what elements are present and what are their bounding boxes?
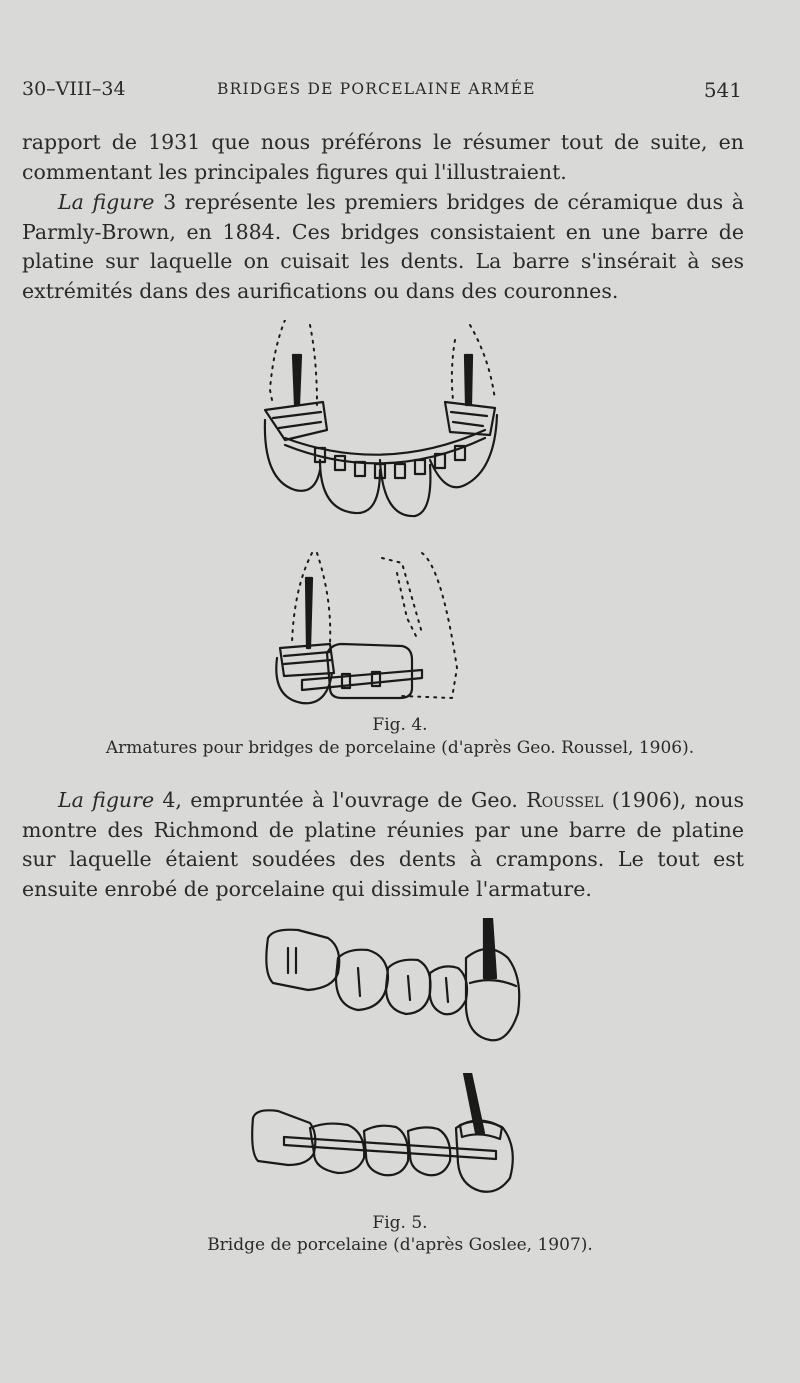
paragraph-3-italic-lead: La figure bbox=[58, 788, 155, 812]
paragraph-3-text-b: (1906), nous montre des Richmond de platine réunies par une barre de platine sur laquelle étaient soudées des dents à crampons. Le tout est ensuite enrobé de porcelaine qui dissimule l'armature. bbox=[22, 788, 744, 901]
post-left bbox=[293, 355, 301, 405]
paragraph-2-body bbox=[22, 188, 744, 306]
paragraph-2-italic-lead: La figure bbox=[58, 190, 155, 214]
figure-5-caption: Bridge de porcelaine (d'après Goslee, 1907). bbox=[207, 1235, 593, 1255]
paragraph-2-text: 3 représente les premiers bridges de céramique dus à Parmly-Brown, en 1884. Ces bridges consistaient en une barre de platine sur laquelle on cuisait les dents. La barre s'insérait à ses extrémités dans des aurifications ou dans des couronnes. bbox=[22, 190, 744, 303]
header-running-title: BRIDGES DE PORCELAINE ARMÉE bbox=[217, 80, 536, 98]
paragraph-2 bbox=[22, 188, 744, 306]
post-right bbox=[465, 355, 472, 405]
paragraph-1-text: rapport de 1931 que nous préférons le résumer tout de suite, en commentant les principales figures qui l'illustraient. bbox=[22, 130, 744, 184]
figure-5-label: Fig. 5. bbox=[372, 1213, 428, 1233]
paragraph-1 bbox=[22, 128, 744, 187]
paragraph-3-author-name: Roussel bbox=[526, 788, 604, 812]
figure-4-caption: Armatures pour bridges de porcelaine (d'après Geo. Roussel, 1906). bbox=[105, 738, 695, 758]
figure-4-label: Fig. 4. bbox=[372, 715, 428, 735]
figure-5-upper-drawing bbox=[258, 918, 528, 1048]
paragraph-3-text-a: 4, empruntée à l'ouvrage de Geo. bbox=[154, 788, 527, 812]
paragraph-3-body bbox=[22, 786, 744, 904]
running-header bbox=[22, 78, 742, 108]
page-number: 541 bbox=[703, 78, 742, 102]
figure-5-lower-drawing bbox=[248, 1073, 523, 1198]
figure-4-upper-drawing bbox=[255, 320, 515, 525]
figure-4-lower-drawing bbox=[272, 548, 472, 710]
root-outline-left bbox=[270, 320, 285, 405]
header-date: 30–VIII–34 bbox=[22, 78, 126, 100]
paragraph-3 bbox=[22, 786, 744, 904]
